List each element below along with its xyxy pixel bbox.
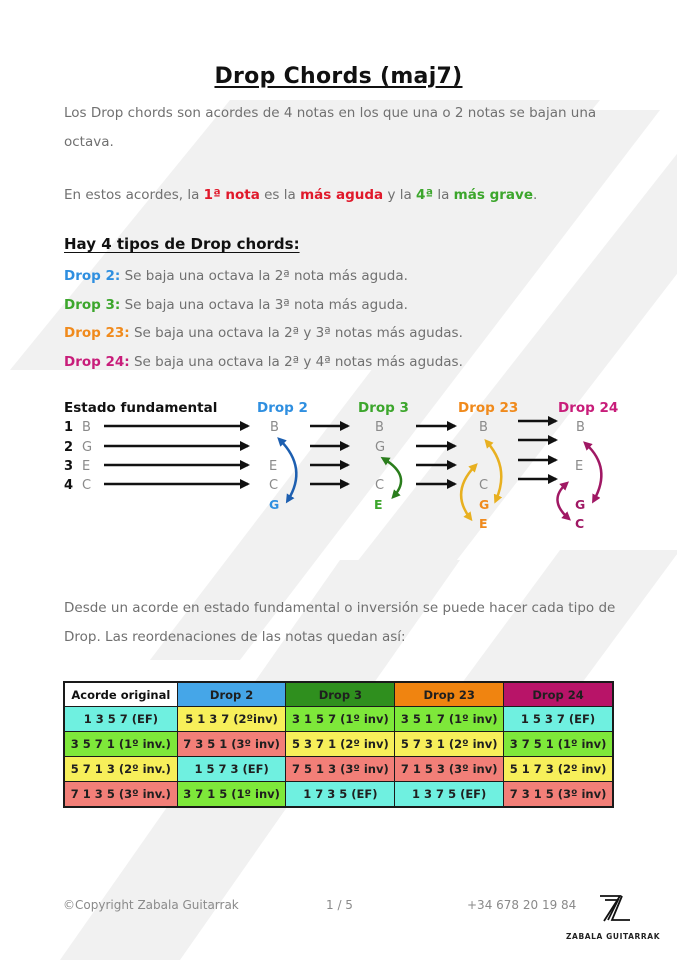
table-cell: 7 1 3 5 (3º inv.) (64, 782, 177, 808)
note: C (269, 478, 279, 493)
footer-phone: +34 678 20 19 84 (467, 898, 577, 912)
text-segment: En estos acordes, la (64, 187, 204, 203)
table-cell: 1 5 3 7 (EF) (504, 707, 613, 732)
table-cell: 7 5 1 3 (3º inv) (286, 757, 395, 782)
drop-type-drop2 (64, 262, 624, 291)
text-segment: y la (383, 187, 417, 203)
drop-type-label: Drop 23: (64, 325, 130, 341)
table-cell: 7 1 5 3 (3º inv) (395, 757, 504, 782)
note: B (375, 420, 384, 435)
drop-type-drop23 (64, 319, 624, 348)
table-cell: 5 7 3 1 (2º inv) (395, 732, 504, 757)
highest-lowest-note-paragraph (64, 181, 624, 210)
note: C (82, 478, 92, 493)
table-row (64, 707, 613, 732)
table-cell: 7 3 5 1 (3º inv) (177, 732, 286, 757)
drop-diagram (0, 396, 677, 546)
table-cell: 3 7 5 1 (1º inv) (504, 732, 613, 757)
text-segment: es la (259, 187, 301, 203)
dropped-note: C (575, 516, 585, 531)
fundamental-heading: Estado fundamental (64, 400, 218, 416)
table-cell: 5 7 1 3 (2º inv.) (64, 757, 177, 782)
drop-type-description: Se baja una octava la 2ª y 4ª notas más agudas. (129, 353, 463, 370)
table-cell: 1 5 7 3 (EF) (177, 757, 286, 782)
table-cell: 1 3 5 7 (EF) (64, 707, 177, 732)
table-cell: 3 5 1 7 (1º inv) (395, 707, 504, 732)
note: E (269, 459, 278, 474)
drop3-heading: Drop 3 (358, 400, 409, 416)
zabala-logo-icon (596, 893, 636, 923)
lowest-highlight: más grave (453, 187, 533, 203)
table-cell: 7 3 1 5 (3º inv) (504, 782, 613, 808)
footer-brand: ZABALA GUITARRAK (566, 932, 661, 941)
drop2-heading: Drop 2 (257, 400, 308, 416)
table-cell: 1 3 7 5 (EF) (395, 782, 504, 808)
first-note-highlight: 1ª nota (203, 187, 260, 203)
col-header-drop24: Drop 24 (504, 682, 613, 707)
reorder-paragraph: Desde un acorde en estado fundamental o inversión se puede hacer cada tipo de Drop. Las reordenaciones de las notas quedan así: (64, 600, 616, 645)
page-title: Drop Chords (maj7) (214, 64, 463, 89)
dropped-note: E (374, 497, 383, 512)
row-number: 4 (64, 478, 74, 493)
drop-reorder-table (63, 681, 614, 808)
table-cell: 3 1 5 7 (1º inv) (286, 707, 395, 732)
drop-type-drop24 (64, 348, 624, 377)
note: E (82, 459, 91, 474)
note: B (576, 420, 585, 435)
table-cell: 3 5 7 1 (1º inv.) (64, 732, 177, 757)
drop23-heading: Drop 23 (458, 400, 519, 416)
col-header-original: Acorde original (64, 682, 177, 707)
note: E (575, 459, 584, 474)
row-number: 3 (64, 459, 74, 474)
table-row (64, 732, 613, 757)
row-number: 2 (64, 440, 74, 455)
note: B (270, 420, 279, 435)
footer-page-number: 1 / 5 (326, 898, 353, 912)
drop-type-drop3 (64, 291, 624, 320)
table-cell: 1 7 3 5 (EF) (286, 782, 395, 808)
drop-type-label: Drop 3: (64, 296, 121, 313)
dropped-note: G (269, 497, 280, 512)
table-row (64, 782, 613, 808)
note: B (82, 420, 91, 435)
text-segment: la (433, 187, 454, 203)
intro-paragraph: Los Drop chords son acordes de 4 notas en los que una o 2 notas se bajan una octava. (64, 105, 597, 150)
table-cell: 5 3 7 1 (2º inv) (286, 732, 395, 757)
drop24-heading: Drop 24 (558, 400, 619, 416)
drop-type-description: Se baja una octava la 3ª nota más aguda. (120, 296, 408, 313)
table-row (64, 757, 613, 782)
types-heading: Hay 4 tipos de Drop chords: (64, 235, 300, 253)
note: B (479, 420, 488, 435)
drop-types-list (64, 262, 624, 376)
footer-copyright: ©Copyright Zabala Guitarrak (63, 898, 239, 912)
diagram-arrows (0, 396, 677, 546)
highest-highlight: más aguda (300, 187, 384, 203)
col-header-drop2: Drop 2 (177, 682, 286, 707)
note: C (375, 478, 385, 493)
row-number: 1 (64, 420, 74, 435)
text-segment: . (532, 187, 538, 203)
dropped-note: E (479, 516, 488, 531)
note: G (375, 440, 386, 455)
drop-type-description: Se baja una octava la 2ª y 3ª notas más agudas. (129, 325, 463, 341)
note: C (479, 478, 489, 493)
dropped-note: G (575, 497, 586, 512)
drop-type-label: Drop 24: (64, 353, 130, 370)
drop-type-description: Se baja una octava la 2ª nota más aguda. (120, 268, 408, 284)
dropped-note: G (479, 497, 490, 512)
table-cell: 5 1 7 3 (2º inv) (504, 757, 613, 782)
drop-type-label: Drop 2: (64, 268, 121, 284)
note: G (82, 440, 93, 455)
table-cell: 5 1 3 7 (2ºinv) (177, 707, 286, 732)
table-cell: 3 7 1 5 (1º inv) (177, 782, 286, 808)
col-header-drop3: Drop 3 (286, 682, 395, 707)
table-header-row (64, 682, 613, 707)
fourth-note-highlight: 4ª (416, 187, 434, 203)
col-header-drop23: Drop 23 (395, 682, 504, 707)
